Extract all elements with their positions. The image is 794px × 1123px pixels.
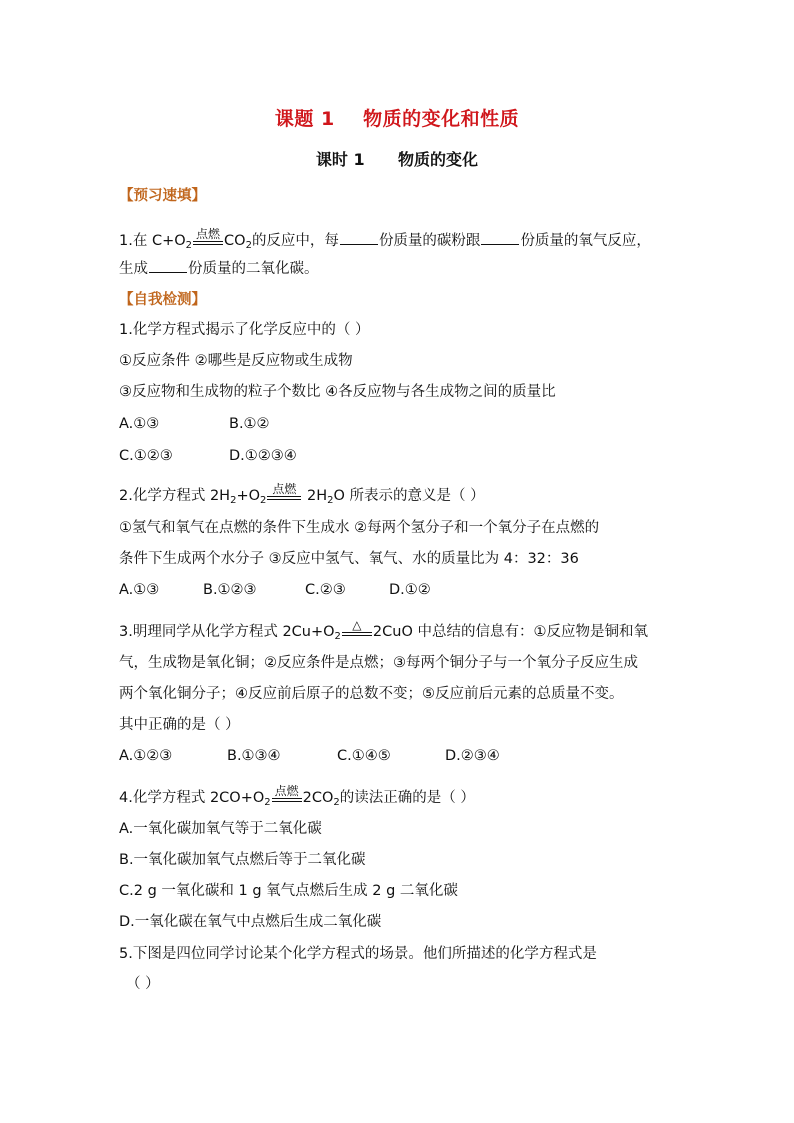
question-4-option-d[interactable]: D.一氧化碳在氧气中点燃后生成二氧化碳 bbox=[119, 914, 382, 930]
question-3-stem: 3.明理同学从化学方程式 $2Cu+O_2$ △ 2CuO 中总结的信息有：①反应物是铜和氧 bbox=[119, 618, 648, 642]
preview-question-1: 1.在 $C+O_2$ 点燃 $CO_2$的反应中，每 份质量的碳粉跟 份质量的氧气反应， bbox=[119, 227, 651, 251]
question-2-items-row1: ①氢气和氧气在点燃的条件下生成水 ②每两个氢分子和一个氧分子在点燃的 bbox=[119, 520, 600, 536]
option-c[interactable]: C.②③ bbox=[305, 582, 346, 598]
question-2-items-row2: 条件下生成两个水分子 ③反应中氢气、氧气、水的质量比为 4：32：36 bbox=[119, 551, 579, 567]
reaction-condition-ignite: 点燃 bbox=[193, 228, 223, 245]
fill-blank[interactable] bbox=[481, 230, 519, 245]
question-5-stem: 5.下图是四位同学讨论某个化学方程式的场景。他们所描述的化学方程式是 bbox=[119, 946, 597, 962]
fill-blank[interactable] bbox=[340, 230, 378, 245]
question-4-option-c[interactable]: C.2 g 一氧化碳和 1 g 氧气点燃后生成 2 g 二氧化碳 bbox=[119, 883, 458, 899]
option-d[interactable]: D.①②③④ bbox=[229, 448, 297, 464]
option-b[interactable]: B.①② bbox=[229, 416, 270, 432]
question-1-options-row1 bbox=[119, 414, 270, 434]
question-2-options bbox=[119, 580, 431, 600]
question-4-option-a[interactable]: A.一氧化碳加氧气等于二氧化碳 bbox=[119, 821, 322, 837]
question-1-items-row1: ①反应条件 ②哪些是反应物或生成物 bbox=[119, 353, 353, 369]
reaction-condition-heat: △ bbox=[342, 619, 372, 636]
reaction-condition-ignite: 点燃 bbox=[272, 785, 302, 802]
section-check-heading: 【自我检测】 bbox=[119, 292, 206, 308]
option-d[interactable]: D.①② bbox=[389, 582, 431, 598]
question-3-row3: 其中正确的是（ ） bbox=[119, 717, 240, 733]
question-3-row1: 气，生成物是氧化铜；②反应条件是点燃；③每两个铜分子与一个氧分子反应生成 bbox=[119, 655, 638, 671]
option-d[interactable]: D.②③④ bbox=[445, 748, 500, 764]
option-b[interactable]: B.①③④ bbox=[227, 748, 281, 764]
page-title: 课题 1 物质的变化和性质 bbox=[274, 108, 520, 130]
question-1-options-row2 bbox=[119, 446, 297, 466]
option-c[interactable]: C.①④⑤ bbox=[337, 748, 391, 764]
question-1-stem: 1.化学方程式揭示了化学反应中的（ ） bbox=[119, 322, 370, 338]
page-subtitle: 课时 1 物质的变化 bbox=[315, 150, 479, 169]
question-3-row2: 两个氧化铜分子；④反应前后原子的总数不变；⑤反应前后元素的总质量不变。 bbox=[119, 686, 624, 702]
fill-blank[interactable] bbox=[149, 258, 187, 273]
question-2-stem: 2.化学方程式 $2H_2+O_2$ 点燃 $2H_2O$ 所表示的意义是（ ） bbox=[119, 482, 485, 506]
question-4-stem: 4.化学方程式 $2CO+O_2$ 点燃 $2CO_2$的读法正确的是（ ） bbox=[119, 784, 475, 808]
section-preview-heading: 【预习速填】 bbox=[119, 188, 206, 204]
option-a[interactable]: A.①③ bbox=[119, 582, 160, 598]
option-a[interactable]: A.①②③ bbox=[119, 748, 173, 764]
option-b[interactable]: B.①②③ bbox=[203, 582, 257, 598]
question-5-answer-paren: （ ） bbox=[126, 976, 160, 992]
question-4-option-b[interactable]: B.一氧化碳加氧气点燃后等于二氧化碳 bbox=[119, 852, 366, 868]
option-a[interactable]: A.①③ bbox=[119, 416, 160, 432]
question-1-items-row2: ③反应物和生成物的粒子个数比 ④各反应物与各生成物之间的质量比 bbox=[119, 384, 556, 400]
reaction-condition-ignite: 点燃 bbox=[267, 483, 301, 500]
preview-question-1-line2: 生成 份质量的二氧化碳。 bbox=[119, 258, 319, 279]
option-c[interactable]: C.①②③ bbox=[119, 448, 173, 464]
question-3-options bbox=[119, 746, 500, 766]
